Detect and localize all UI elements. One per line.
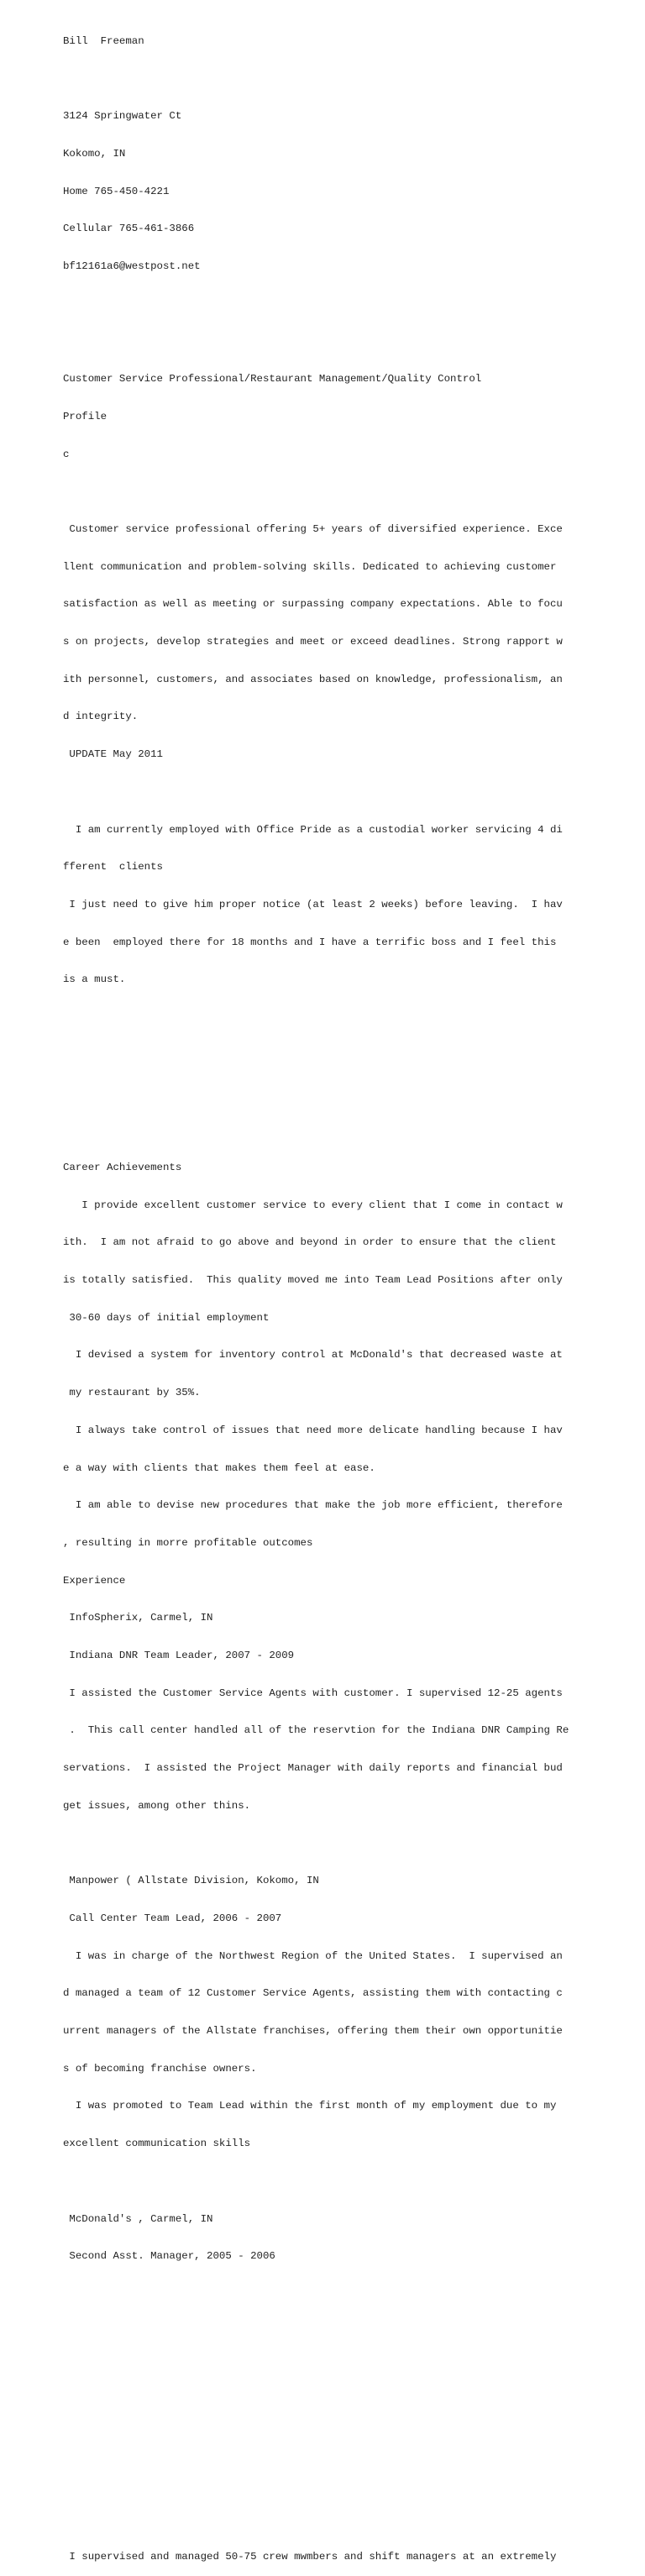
text-line: bf12161a6@westpost.net [63, 260, 201, 273]
text-line [63, 1124, 634, 1136]
text-line: ith personnel, customers, and associates based on knowledge, professionalism, an [63, 673, 563, 685]
text-line: InfoSpherix, Carmel, IN [63, 1612, 213, 1624]
text-line: 30-60 days of initial employment [63, 1311, 270, 1324]
text-line: I was in charge of the Northwest Region of the United States. I supervised an [63, 1949, 563, 1962]
text-line: is a must. [63, 973, 126, 986]
text-line: my restaurant by 35%. [63, 1387, 201, 1399]
text-line: is totally satisfied. This quality moved me into Team Lead Positions after only [63, 1274, 563, 1287]
text-line: s of becoming franchise owners. [63, 2062, 257, 2075]
text-line: I am currently employed with Office Pride as a custodial worker servicing 4 di [63, 823, 563, 836]
text-line [63, 2513, 634, 2526]
text-line: e a way with clients that makes them feel at ease. [63, 1461, 375, 1474]
text-line: UPDATE May 2011 [63, 748, 163, 761]
text-line: I provide excellent customer service to every client that I come in contact w [63, 1199, 563, 1211]
text-line: Career Achievements [63, 1161, 182, 1173]
text-line: llent communication and problem-solving skills. Dedicated to achieving customer [63, 560, 557, 573]
text-line: Indiana DNR Team Leader, 2007 - 2009 [63, 1650, 295, 1662]
text-line: servations. I assisted the Project Manager with daily reports and financial bud [63, 1762, 563, 1775]
text-line: 3124 Springwater Ct [63, 110, 182, 123]
text-line: fferent clients [63, 861, 163, 874]
text-line: urrent managers of the Allstate franchises, offering them their own opportunitie [63, 2025, 563, 2038]
text-line: Bill Freeman [63, 34, 144, 47]
text-line [63, 2438, 634, 2451]
text-line: , resulting in morre profitable outcomes [63, 1536, 313, 1549]
text-line: McDonald's , Carmel, IN [63, 2212, 213, 2225]
text-line: I supervised and managed 50-75 crew mwmbers and shift managers at an extremely [63, 2550, 557, 2563]
text-line [63, 1087, 634, 1099]
text-line [63, 1049, 634, 1062]
text-line: satisfaction as well as meeting or surpassing company expectations. Able to focu [63, 598, 563, 611]
text-line: d integrity. [63, 711, 139, 723]
text-line: get issues, among other thins. [63, 1799, 251, 1812]
text-line: c [63, 448, 70, 460]
text-line [63, 485, 634, 498]
text-line [63, 2476, 634, 2489]
text-line [63, 73, 634, 86]
text-line: excellent communication skills [63, 2138, 251, 2150]
text-line [63, 2400, 634, 2413]
text-line [63, 2288, 634, 2301]
text-line: Manpower ( Allstate Division, Kokomo, IN [63, 1875, 319, 1887]
text-line: I assisted the Customer Service Agents with customer. I supervised 12-25 agents [63, 1687, 563, 1699]
text-line: e been employed there for 18 months and I have a terrific boss and I feel this [63, 936, 557, 948]
text-line [63, 2363, 634, 2375]
text-line: s on projects, develop strategies and meet or exceed deadlines. Strong rapport w [63, 636, 563, 648]
text-line: Experience [63, 1574, 126, 1587]
text-line: . This call center handled all of the reservtion for the Indiana DNR Camping Re [63, 1724, 569, 1737]
text-line [63, 786, 634, 799]
text-line: I devised a system for inventory control at McDonald's that decreased waste at [63, 1349, 563, 1361]
text-line [63, 1011, 634, 1024]
text-line [63, 298, 634, 311]
text-line: I always take control of issues that need more delicate handling because I hav [63, 1424, 563, 1436]
text-line: Second Asst. Manager, 2005 - 2006 [63, 2250, 275, 2263]
text-line: Cellular 765-461-3866 [63, 223, 195, 235]
text-line: I just need to give him proper notice (at least 2 weeks) before leaving. I hav [63, 898, 563, 910]
text-line: ith. I am not afraid to go above and beyond in order to ensure that the client [63, 1236, 557, 1249]
text-line: d managed a team of 12 Customer Service Agents, assisting them with contacting c [63, 1987, 563, 2000]
text-line: Home 765-450-4221 [63, 185, 170, 197]
text-line: Call Center Team Lead, 2006 - 2007 [63, 1912, 282, 1924]
text-line: Profile [63, 410, 108, 422]
text-line [63, 1838, 634, 1850]
text-line: I am able to devise new procedures that make the job more efficient, therefore [63, 1499, 563, 1512]
text-line [63, 2175, 634, 2188]
text-line: Customer service professional offering 5+ years of diversified experience. Exce [63, 522, 563, 535]
text-line [63, 335, 634, 348]
resume-document [63, 10, 634, 2576]
text-line [63, 2326, 634, 2338]
text-line: Kokomo, IN [63, 147, 126, 160]
text-line: Customer Service Professional/Restaurant Management/Quality Control [63, 373, 482, 386]
text-line: I was promoted to Team Lead within the first month of my employment due to my [63, 2100, 557, 2112]
